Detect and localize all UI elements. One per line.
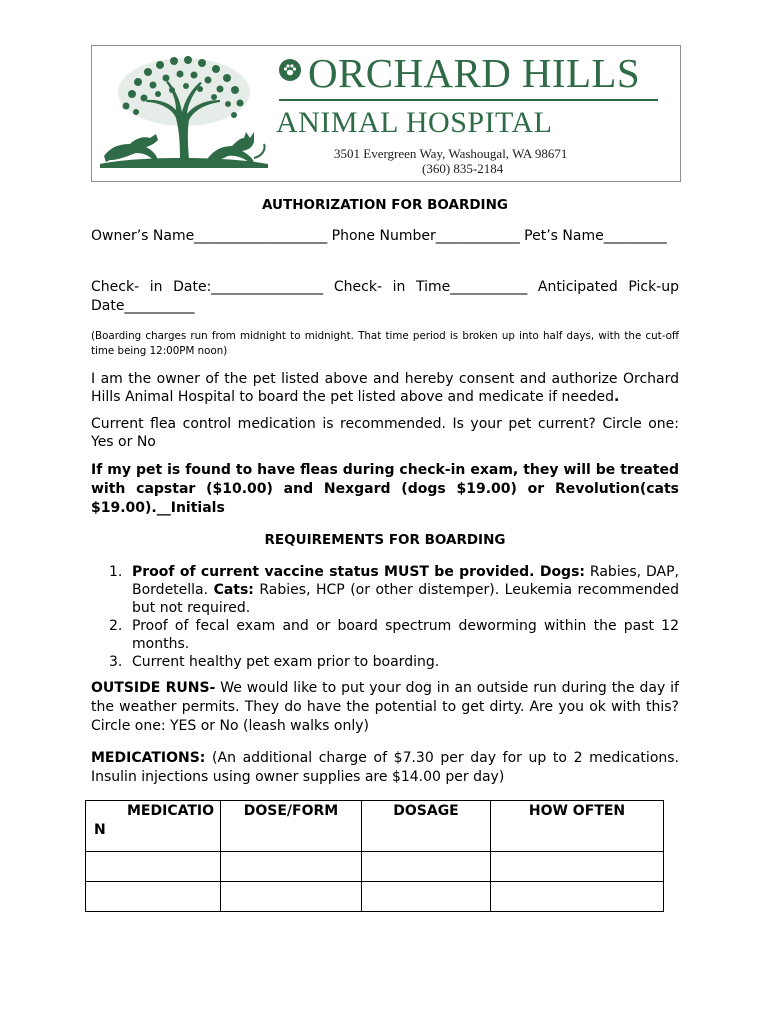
column-header-dose-form: DOSE/FORM [221,801,362,852]
flea-control-question: Current flea control medication is recommended. Is your pet current? Circle one: Yes or No [91,416,679,450]
brand-subtitle: ANIMAL HOSPITAL [276,106,553,139]
column-header-how-often: HOW OFTEN [491,801,664,852]
list-number: 3. [109,654,123,670]
medication-header-line2: N [94,822,106,838]
table-header-row [86,801,664,852]
table-cell-dose-form[interactable] [221,852,362,882]
table-cell-how-often[interactable] [491,882,664,912]
medications-text: (An additional charge of $7.30 per day for up to 2 medications. Insulin injections using owner supplies are $14.00 per day) [91,750,679,785]
consent-period: . [613,389,620,405]
form-title: AUTHORIZATION FOR BOARDING [262,197,508,213]
flea-treatment-statement: If my pet is found to have fleas during check-in exam, they will be treated with capstar ($10.00) and Nexgard (dogs $19.00) or Revolution(cats $19.00).__Initials [91,462,679,516]
requirements-list [91,563,679,671]
table-cell-dosage[interactable] [362,882,491,912]
vaccine-requirement-bold: Proof of current vaccine status MUST be provided. Dogs: [132,564,586,580]
consent-statement [91,370,679,406]
column-header-medication [86,801,221,852]
list-number: 2. [109,618,123,634]
outside-runs-paragraph [91,679,679,736]
table-cell-dose-form[interactable] [221,882,362,912]
letterhead [91,45,681,182]
list-number: 1. [109,564,123,580]
medication-table [85,800,664,912]
tree-and-pets-logo-icon [96,52,272,176]
outside-runs-text: We would like to put your dog in an outside run during the day if the weather permits. They do have the potential to get dirty. Are you ok with this? Circle one: YES or No (leash walks only) [91,680,679,734]
brand-name: ORCHARD HILLS [308,50,641,96]
brand-divider [279,99,658,101]
owner-pet-fields[interactable] [91,227,679,246]
table-row [86,882,664,912]
medication-header-line1: MEDICATIO [127,803,215,819]
medications-label: MEDICATIONS: [91,750,206,766]
medications-paragraph [91,749,679,787]
table-cell-medication[interactable] [86,882,221,912]
dog-vaccines: Rabies, DAP, Bordetella. [132,564,679,598]
fecal-exam-requirement: Proof of fecal exam and or board spectrum deworming within the past 12 months. [132,618,679,652]
table-cell-dosage[interactable] [362,852,491,882]
requirements-title: REQUIREMENTS FOR BOARDING [264,532,506,548]
hospital-phone: (360) 835-2184 [422,161,504,176]
table-cell-medication[interactable] [86,852,221,882]
outside-runs-label: OUTSIDE RUNS- [91,680,216,696]
healthy-exam-requirement: Current healthy pet exam prior to boarding. [132,654,440,670]
list-item [91,617,679,653]
column-header-dosage: DOSAGE [362,801,491,852]
consent-text: I am the owner of the pet listed above and hereby consent and authorize Orchard Hills Animal Hospital to board the pet listed above and medicate if needed [91,371,679,405]
table-row [86,852,664,882]
list-item [91,653,679,671]
checkin-fields[interactable] [91,278,679,316]
checkin-line-text: Check- in Date:________________ Check- in Time___________ Anticipated Pick-up Date__________ [91,279,679,314]
owner-pet-line-text: Owner’s Name___________________ Phone Number____________ Pet’s Name_________ [91,228,667,244]
cats-label: Cats: [213,582,254,598]
cat-vaccines: Rabies, HCP (or other distemper). Leukemia recommended but not required. [132,582,679,616]
list-item [91,563,679,617]
hospital-address: 3501 Evergreen Way, Washougal, WA 98671 [334,146,568,161]
boarding-note: (Boarding charges run from midnight to midnight. That time period is broken up into half days, with the cut-off time being 12:00PM noon) [91,330,679,357]
table-cell-how-often[interactable] [491,852,664,882]
